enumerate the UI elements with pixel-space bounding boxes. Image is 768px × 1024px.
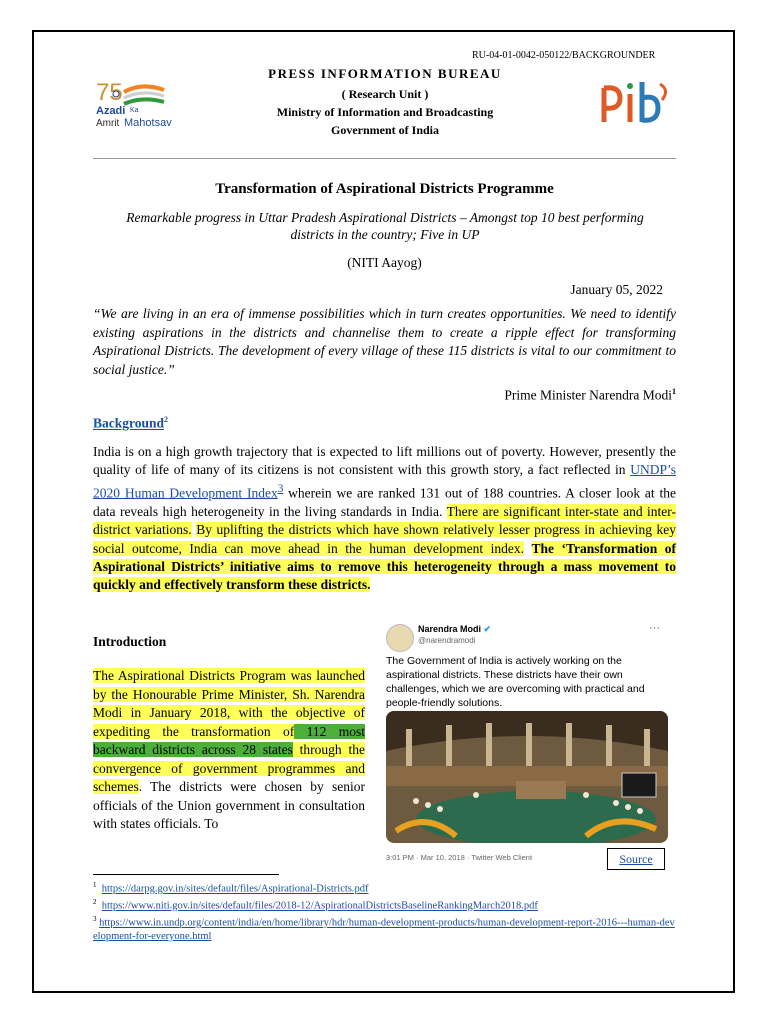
quote-author-name: Prime Minister Narendra Modi (504, 387, 672, 403)
background-heading-text[interactable]: Background (93, 415, 165, 431)
document-title: Transformation of Aspirational Districts Programme (215, 181, 554, 197)
background-heading[interactable] (93, 415, 168, 432)
intro-highlight-of: of (283, 723, 295, 739)
footnote-1-link[interactable]: https://darpg.gov.in/sites/default/files/Aspirational-Districts.pdf (101, 883, 369, 895)
footnote-2-link[interactable]: https://www.niti.gov.in/sites/default/files/2018-12/AspirationalDistrictsBaselineRankingMarch2018.pdf (101, 900, 538, 912)
quote-author (504, 387, 676, 404)
footnote-3 (93, 913, 676, 944)
introduction-paragraph (93, 667, 365, 834)
tweet-text: The Government of India is actively working on the aspirational districts. These districts have their own challenges, which we are overcoming with practical and people-friendly solutions. (386, 655, 645, 709)
introduction-heading: Introduction (93, 634, 167, 649)
footnote-3-link[interactable]: https://www.in.undp.org/content/india/en/home/library/hdr/human-development-products/human-development-report-2016---human-development-for-everyone.html (93, 917, 675, 942)
footnote-ref-1[interactable]: 1 (672, 387, 676, 396)
tweet-timestamp: 3:01 PM · Mar 10, 2018 · Twitter Web Client (386, 853, 533, 862)
pib-logo-text: pib (600, 80, 602, 81)
embedded-tweet[interactable] (378, 616, 668, 871)
tweet-author-name (418, 624, 491, 635)
undp-hdi-link[interactable]: UNDP’s 2020 Human Development Index (93, 462, 676, 501)
intro-green-highlight: 112 most backward districts across 28 states (93, 723, 365, 757)
footnote-divider (93, 874, 279, 875)
intro-highlight-2: through the convergence of government programmes and schemes (93, 742, 365, 794)
logo-line2b: Mahotsav (124, 117, 172, 129)
org-name: PRESS INFORMATION BUREAU (268, 66, 502, 81)
bg-highlight-2: By uplifting the districts which have shown relatively lesser progress in achieving key social outcome, India can move ahead in the human development index. (93, 522, 677, 556)
logo-line2: Amrit (96, 118, 120, 129)
header-block (230, 66, 540, 138)
azadi-ka-amrit-mahotsav-logo (94, 78, 194, 134)
unit-name: ( Research Unit ) (341, 87, 429, 101)
govt-name: Government of India (331, 123, 439, 137)
tweet-avatar (386, 624, 414, 652)
tweet-handle: @narendramodi (418, 636, 476, 645)
pib-logo (600, 80, 676, 126)
bg-highlight-1: There are significant inter-state and inter-district variations. (93, 503, 676, 538)
footnote-2-number: 2 (93, 898, 97, 906)
footnote-ref-3[interactable]: 3 (277, 482, 284, 495)
logo-line1: Azadi (96, 105, 126, 117)
footnotes (93, 879, 676, 944)
intro-text-rest: . The districts were chosen by senior officials of the Union government in consultation with states officials. To (93, 779, 365, 831)
footnote-1-number: 1 (93, 881, 97, 889)
logo-number: 75 (96, 79, 123, 106)
more-options-icon[interactable]: ··· (649, 622, 660, 634)
tweet-photo (386, 711, 668, 843)
bg-highlight-bold: The ‘Transformation of Aspirational Districts’ initiative aims to remove this heterogeneity through a mass movement to quickly and effectively transform these districts. (93, 540, 677, 593)
footnote-2 (93, 896, 676, 913)
bg-text-1: India is on a high growth trajectory that is expected to lift millions out of poverty. However, presently the quality of life of many of its citizens is not consistent with this growth story, a fact reflected in (93, 444, 676, 478)
document-reference: RU-04-01-0042-050122/BACKGROUNDER (472, 50, 656, 61)
footnote-ref-2[interactable]: 2 (164, 415, 169, 424)
tweet-author-name-text: Narendra Modi (418, 624, 482, 634)
intro-highlight-1: The Aspirational Districts Program was launched by the Honourable Prime Minister, Sh. Narendra Modi in January 2018, with the objective of expediting the transformation (93, 668, 365, 739)
bg-text-4 (524, 541, 532, 556)
footnote-1 (93, 879, 676, 896)
pm-quote: “We are living in an era of immense possibilities which in turn creates opportunities. We need to identify existing aspirations in the districts and channelise them to create a ripple effect for transforming Aspirational Districts. The development of every village of these 115 districts is vital to our commitment to social justice.” (93, 306, 676, 377)
document-date: January 05, 2022 (570, 282, 663, 297)
verified-badge-icon: ✔ (483, 624, 492, 634)
bg-text-2: wherein we are ranked 131 out of 188 countries. A closer look at the data reveals high heterogeneity in the living standards in India. (93, 485, 676, 519)
footnote-3-number: 3 (93, 915, 97, 923)
ministry-name: Ministry of Information and Broadcasting (276, 105, 494, 119)
source-organization: (NITI Aayog) (347, 255, 422, 270)
logo-line1b: Ka (130, 107, 139, 114)
source-link[interactable]: Source (607, 848, 665, 870)
header-divider (93, 158, 676, 159)
background-paragraph (93, 443, 676, 595)
document-subtitle: Remarkable progress in Uttar Pradesh Aspirational Districts – Amongst top 10 best performing districts in the country; Five in UP (126, 210, 644, 242)
